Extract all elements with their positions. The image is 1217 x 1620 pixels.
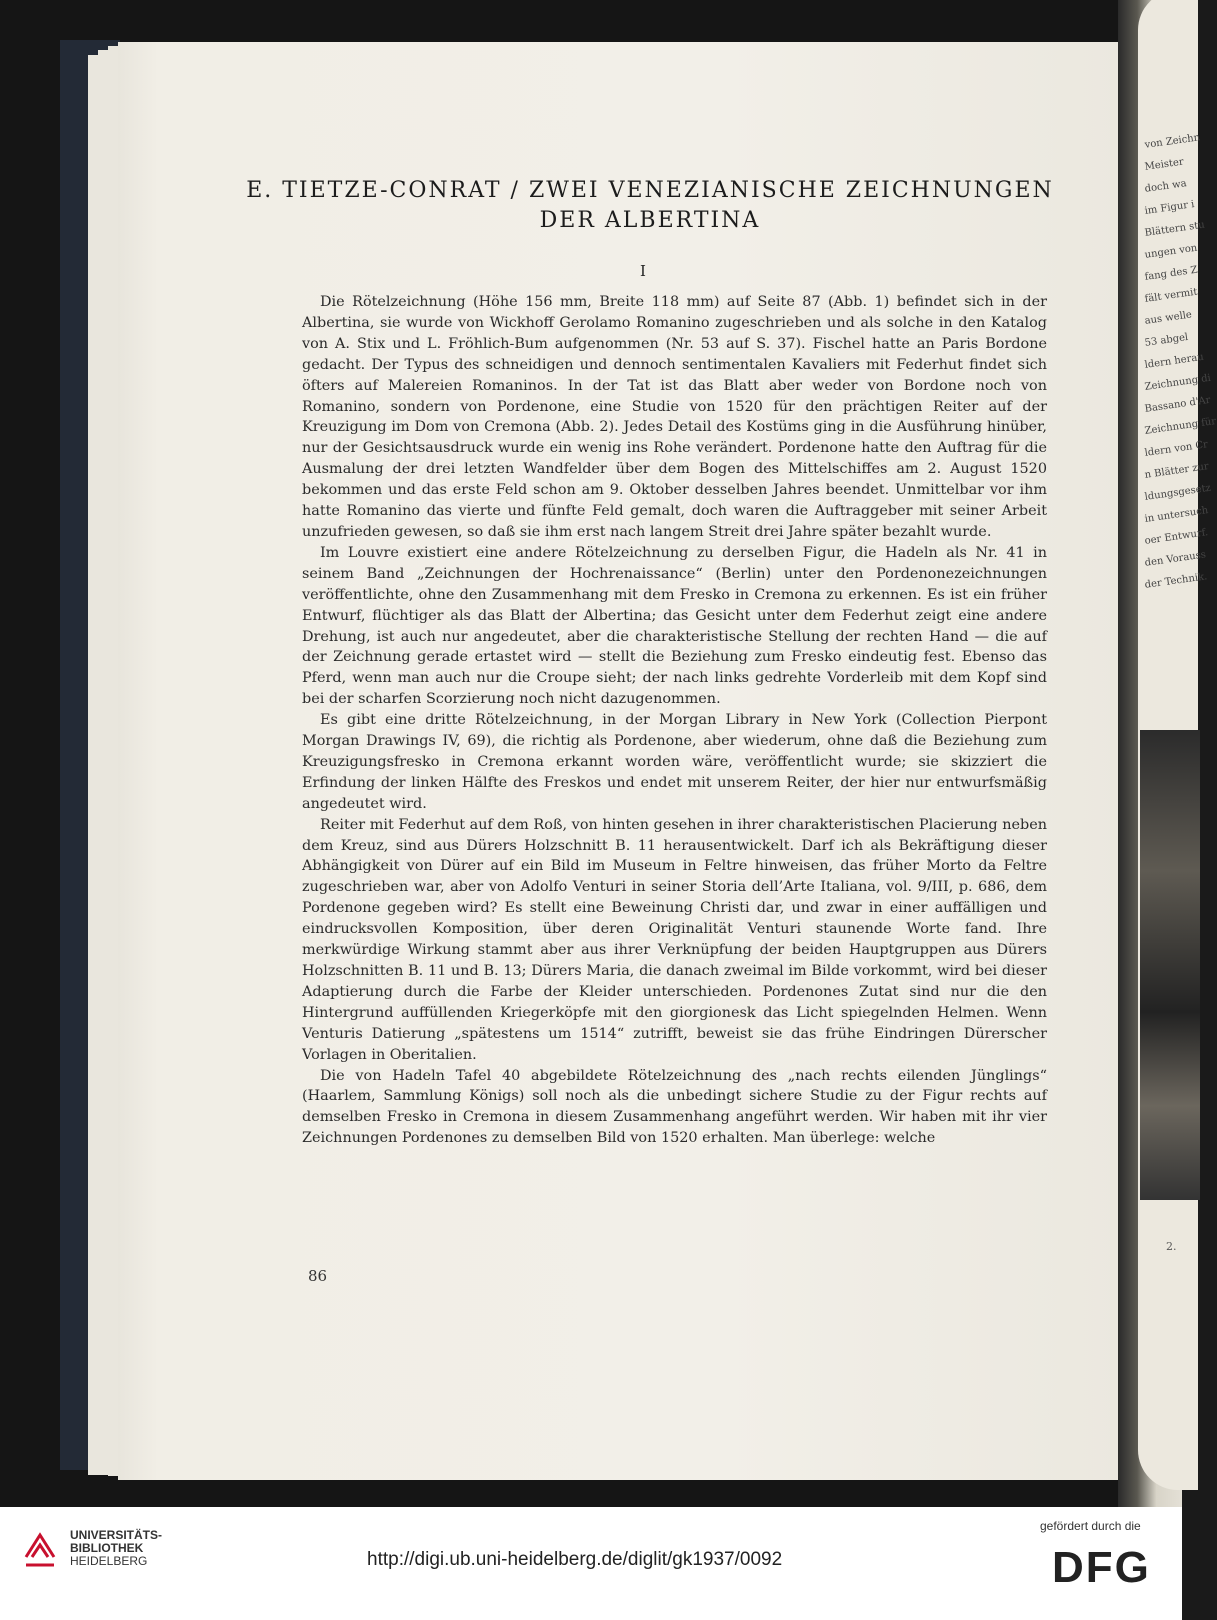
- facing-text-fragment: Zeichnung für: [1144, 415, 1217, 437]
- facing-text-fragment: fang des Z: [1144, 264, 1199, 283]
- paragraph: Die von Hadeln Tafel 40 abgebildete Rötelzeichnung des „nach rechts eilenden Jünglings“ (Haarlem, Sammlung Königs) soll noch als die unbedingt sichere Studie zu der Figur rechts auf demselben Fresko in Cremona in diesem Zusammenhang angeführt werden. Wir haben mit ihr vier Zeichnungen Pordenones zu demselben Bild von 1520 erhalten. Man überlege: welche: [302, 1067, 1047, 1147]
- article-title-line-1: E. TIETZE-CONRAT / ZWEI VENEZIANISCHE ZEICHNUNGEN: [246, 178, 1054, 203]
- facing-text-fragment: oer Entwurf.: [1144, 527, 1209, 547]
- facing-text-fragment: aus welle: [1144, 309, 1193, 327]
- facing-text-fragment: fält vermit: [1144, 286, 1199, 305]
- facing-text-fragment: ldern von Cr: [1144, 439, 1209, 459]
- facing-text-fragment: Zeichnung di: [1144, 372, 1212, 393]
- facing-text-fragment: ldern herau: [1144, 351, 1205, 371]
- facing-text-fragment: Meister: [1144, 156, 1185, 173]
- paragraph: Die Rötelzeichnung (Höhe 156 mm, Breite 118 mm) auf Seite 87 (Abb. 1) befindet sich in der Albertina, sie wurde von Wickhoff Gerolamo Romanino zugeschrieben und als solche in den Katalog von A. Stix und L. Fröhlich-Bum aufgenommen (Nr. 53 auf S. 37). Fischel hatte an Paris Bordone gedacht. Der Typus des schneidigen und dennoch sentimentalen Kavaliers mit Federhut findet sich öfters auf Malereien Romaninos. In der Tat ist das Blatt aber weder von Bordone noch von Romanino, sondern von Pordenone, eine Studie von 1520 für den prächtigen Reiter auf der Kreuzigung im Dom von Cremona (Abb. 2). Jedes Detail des Kostüms ging in die Ausführung hinüber, nur der Gesichtsausdruck wurde ein wenig ins Rohe verändert. Pordenone hatte den Auftrag für die Ausmalung der drei letzten Wandfelder über dem Bogen des Mittelschiffes am 2. August 1520 bekommen und das erste Feld schon am 9. Oktober desselben Jahres beendet. Unmittelbar vor ihm hatte Romanino das vierte und fünfte Feld gemalt, doch waren die Auftraggeber mit seiner Arbeit unzufrieden gewesen, so daß sie ihm erst nach langem Streit drei Jahre später bezahlt wurde.: [302, 294, 1047, 540]
- dfg-logo: DFG: [1052, 1543, 1151, 1592]
- library-name-line: HEIDELBERG: [70, 1554, 148, 1568]
- facing-text-fragment: doch wa: [1144, 178, 1188, 195]
- paragraph: Es gibt eine dritte Rötelzeichnung, in der Morgan Library in New York (Collection Pierpont Morgan Drawings IV, 69), die richtig als Pordenone, aber wiederum, ohne daß die Beziehung zum Kreuzigungsfresko in Cremona erkannt worden wäre, veröffentlicht wurde; sie skizziert die Erfindung der linken Hälfte des Freskos und endet mit unserem Reiter, der hier nur entwurfsmäßig angedeutet wird.: [302, 712, 1047, 812]
- facing-caption-fragment: 2.: [1166, 1240, 1177, 1253]
- facing-text-fragment: ldungsgesetz: [1144, 482, 1212, 503]
- section-numeral: I: [640, 262, 646, 280]
- facing-text-fragment: in untersuch: [1144, 505, 1209, 525]
- library-name-line: UNIVERSITÄTS-: [70, 1528, 163, 1542]
- funding-note: gefördert durch die: [1040, 1519, 1141, 1533]
- facing-page-illustration: [1140, 730, 1200, 1200]
- facing-text-fragment: im Figur i: [1144, 199, 1196, 217]
- university-library-logo-icon: [22, 1527, 58, 1573]
- paragraph: Im Louvre existiert eine andere Rötelzeichnung zu derselben Figur, die Hadeln als Nr. 41 in seinem Band „Zeichnungen der Hochrenaissance“ (Berlin) unter den Pordenonezeichnungen veröffentlichte, ohne den Zusammenhang mit dem Fresko in Cremona zu erkennen. Es ist ein früher Entwurf, flüchtiger als das Blatt der Albertina; das Gesicht unter dem Federhut zeigt eine andere Drehung, ist auch nur angedeutet, aber die charakteristische Stellung der rechten Hand — die auf der Zeichnung gerade ertastet wird — stellt die Beziehung zum Fresko eindeutig fest. Ebenso das Pferd, wenn man auch nur die Croupe sieht; der nach links gedrehte Vorderleib mit dem Kopf sind bei der scharfen Scorzierung noch nicht dazugenommen.: [302, 544, 1047, 708]
- footer-bar: [0, 1507, 1182, 1620]
- facing-text-fragment: ungen von: [1144, 242, 1198, 261]
- library-name-line: BIBLIOTHEK: [70, 1541, 144, 1555]
- permalink-url[interactable]: http://digi.ub.uni-heidelberg.de/diglit/gk1937/0092: [367, 1549, 783, 1570]
- facing-text-fragment: der Technik.: [1144, 571, 1208, 591]
- facing-text-fragment: Bassano d'Ar: [1144, 394, 1212, 415]
- facing-text-fragment: den Vorauss: [1144, 549, 1207, 569]
- paragraph: Reiter mit Federhut auf dem Roß, von hinten gesehen in ihrer charakteristischen Placierung neben dem Kreuz, sind aus Dürers Holzschnitt B. 11 herausentwickelt. Darf ich als Bekräftigung dieser Abhängigkeit von Dürer auf ein Bild im Museum in Feltre hinweisen, das früher Morto da Feltre zugeschrieben war, aber von Adolfo Venturi in seiner Storia dell’Arte Italiana, vol. 9/III, p. 686, dem Pordenone gegeben wird? Es stellt eine Beweinung Christi dar, und zwar in einer auffälligen und eindrucksvollen Komposition, über deren Originalität Venturi staunende Worte fand. Ihre merkwürdige Wirkung stammt aber aus ihrer Verknüpfung der beiden Hauptgruppen aus Dürers Holzschnitten B. 11 und B. 13; Dürers Maria, die danach zweimal im Bilde vorkommt, wird bei dieser Adaptierung durch die Farbe der Kleider unterschieden. Pordenones Zutat sind nur die den Hintergrund auffüllenden Kriegerköpfe mit den giorgionesk das Licht spiegelnden Helmen. Wenn Venturis Datierung „spätestens um 1514“ zutrifft, beweist sie das frühe Eindringen Dürerscher Vorlagen in Oberitalien.: [302, 816, 1047, 1063]
- facing-text-fragment: n Blätter zur: [1144, 461, 1210, 481]
- facing-text-fragment: von Zeichn: [1144, 132, 1201, 151]
- facing-text-fragment: Blättern stu: [1144, 219, 1206, 239]
- page-number: 86: [308, 1267, 328, 1285]
- article-body: [302, 292, 1047, 1149]
- facing-text-fragment: 53 abgel: [1144, 331, 1189, 349]
- library-name: [70, 1529, 162, 1568]
- article-title-line-2: DER ALBERTINA: [539, 208, 761, 233]
